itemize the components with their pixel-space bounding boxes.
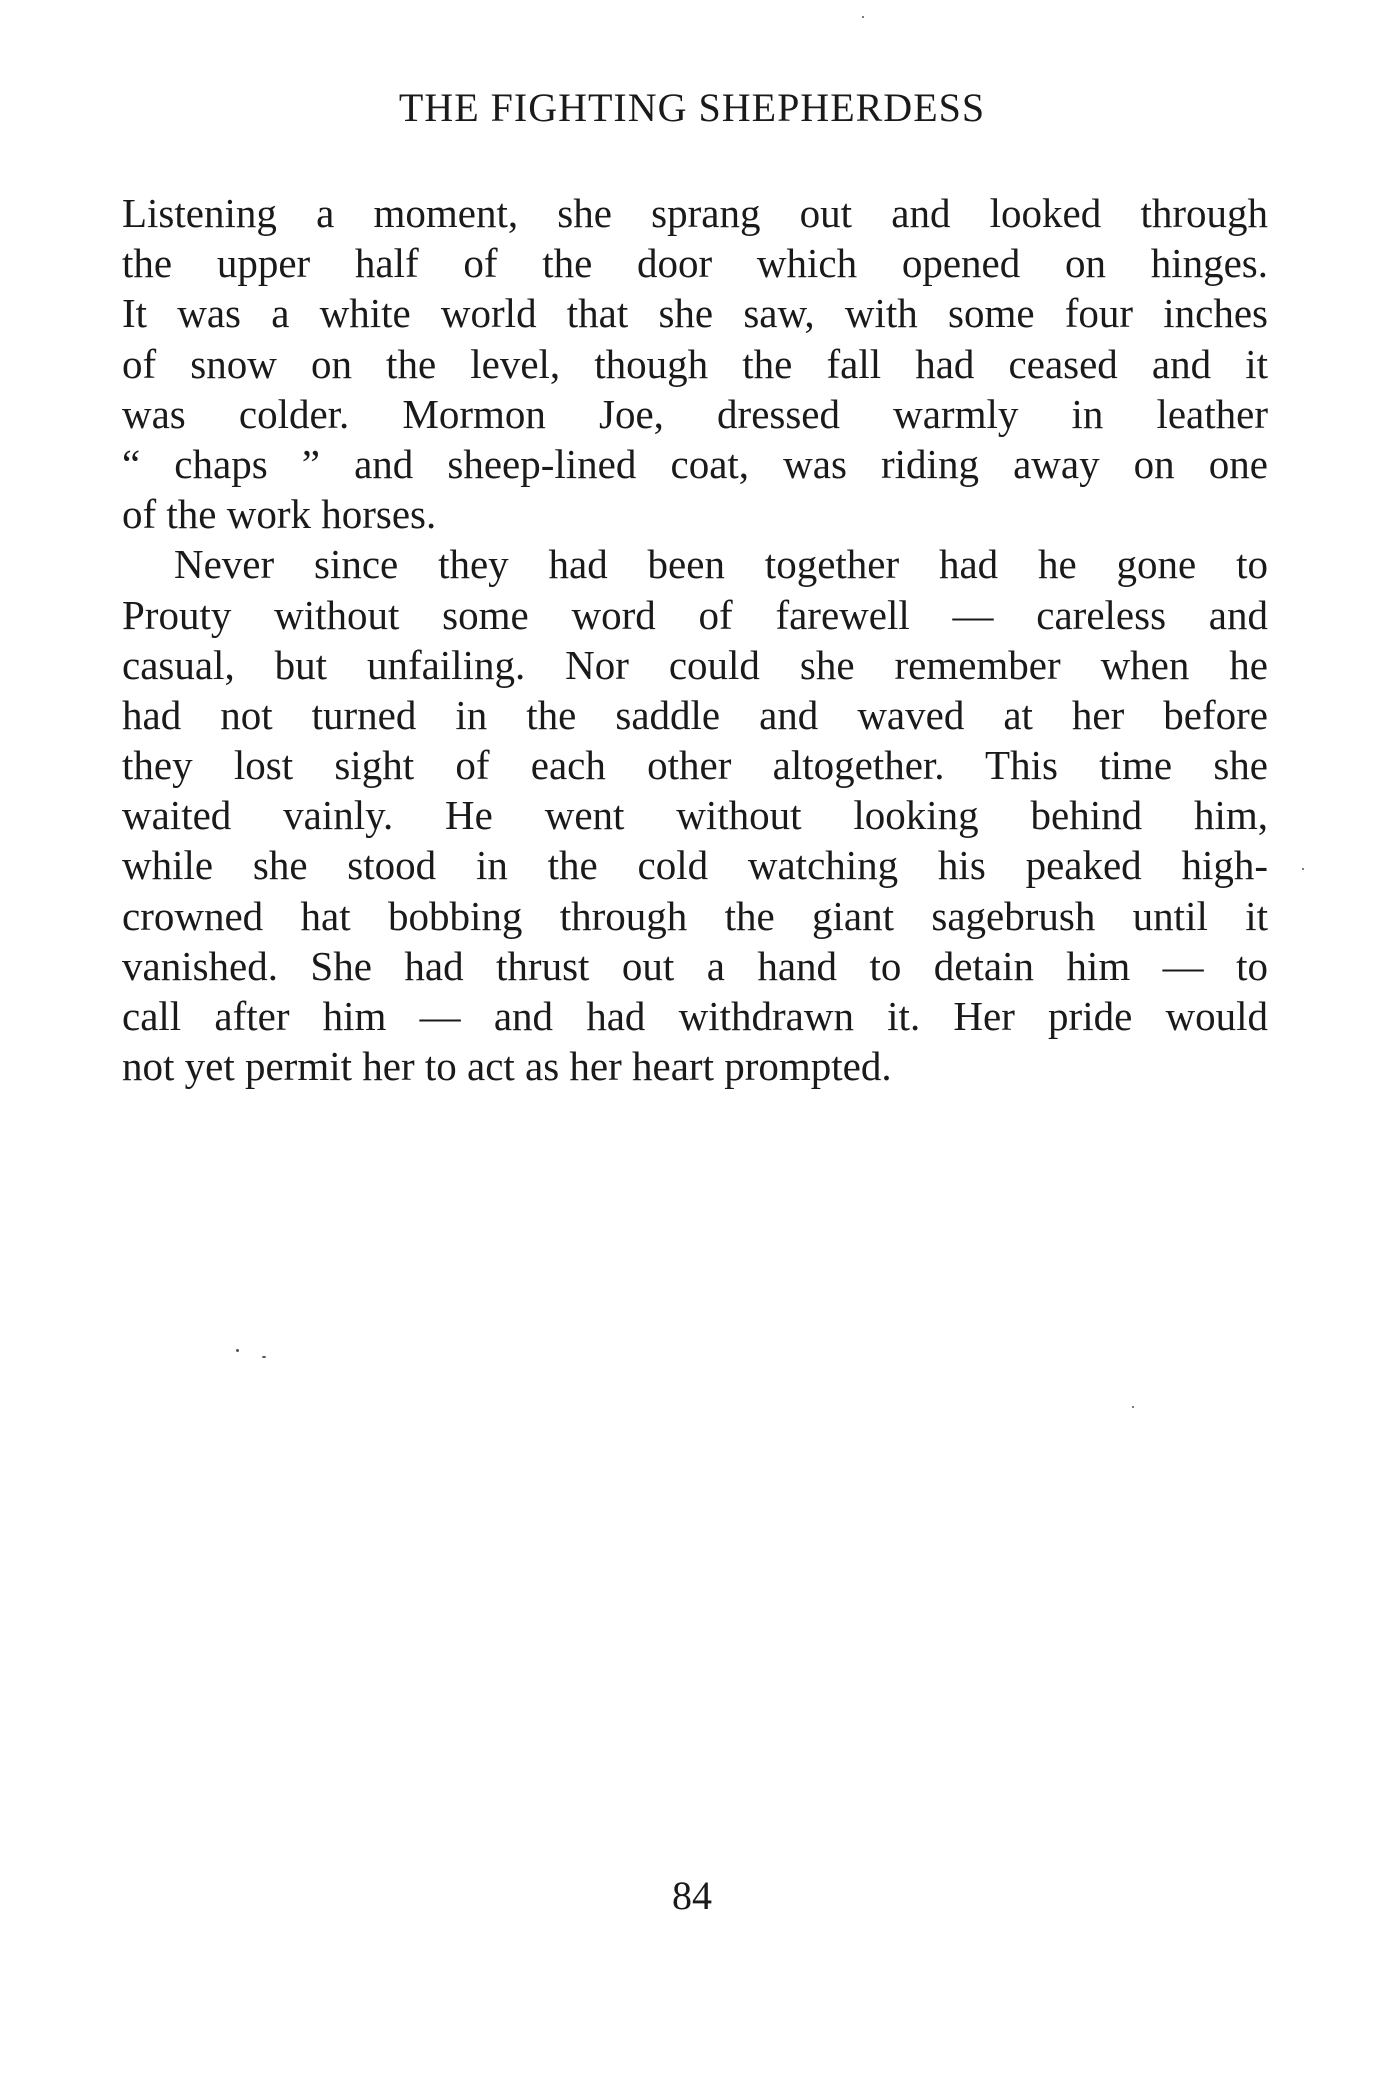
text-line: the upper half of the door which opened on hinges. bbox=[122, 240, 1268, 287]
print-speck bbox=[862, 16, 864, 18]
text-line: they lost sight of each other altogether. This time she bbox=[122, 742, 1268, 789]
text-line: was colder. Mormon Joe, dressed warmly in leather bbox=[122, 390, 1268, 437]
print-speck bbox=[1132, 1406, 1134, 1408]
text-line: Never since they had been together had he gone to bbox=[174, 541, 1268, 588]
print-speck bbox=[1302, 868, 1304, 870]
text-line: waited vainly. He went without looking behind him, bbox=[122, 792, 1268, 839]
text-line: of snow on the level, though the fall had ceased and it bbox=[122, 340, 1268, 387]
paragraph bbox=[122, 188, 1268, 539]
text-line: Prouty without some word of farewell — careless and bbox=[122, 591, 1268, 638]
text-line: vanished. She had thrust out a hand to detain him — to bbox=[122, 942, 1268, 989]
text-line: casual, but unfailing. Nor could she remember when he bbox=[122, 641, 1268, 688]
text-line: “ chaps ” and sheep-lined coat, was riding away on one bbox=[122, 440, 1268, 487]
text-line: not yet permit her to act as her heart prompted. bbox=[122, 1043, 892, 1090]
text-line: while she stood in the cold watching his peaked high- bbox=[122, 842, 1268, 889]
text-line: call after him — and had withdrawn it. Her pride would bbox=[122, 993, 1268, 1039]
page-number: 84 bbox=[672, 1873, 712, 1918]
text-line: Listening a moment, she sprang out and looked through bbox=[122, 190, 1268, 236]
print-speck bbox=[236, 1349, 239, 1352]
body-text bbox=[122, 188, 1268, 1091]
print-speck bbox=[262, 1356, 266, 1358]
paragraph bbox=[122, 539, 1268, 1091]
running-head: THE FIGHTING SHEPHERDESS bbox=[398, 85, 986, 130]
text-line: had not turned in the saddle and waved at her before bbox=[122, 691, 1268, 738]
text-line: of the work horses. bbox=[122, 491, 437, 538]
text-line: crowned hat bobbing through the giant sagebrush until it bbox=[122, 892, 1268, 939]
text-line: It was a white world that she saw, with some four inches bbox=[122, 290, 1268, 337]
